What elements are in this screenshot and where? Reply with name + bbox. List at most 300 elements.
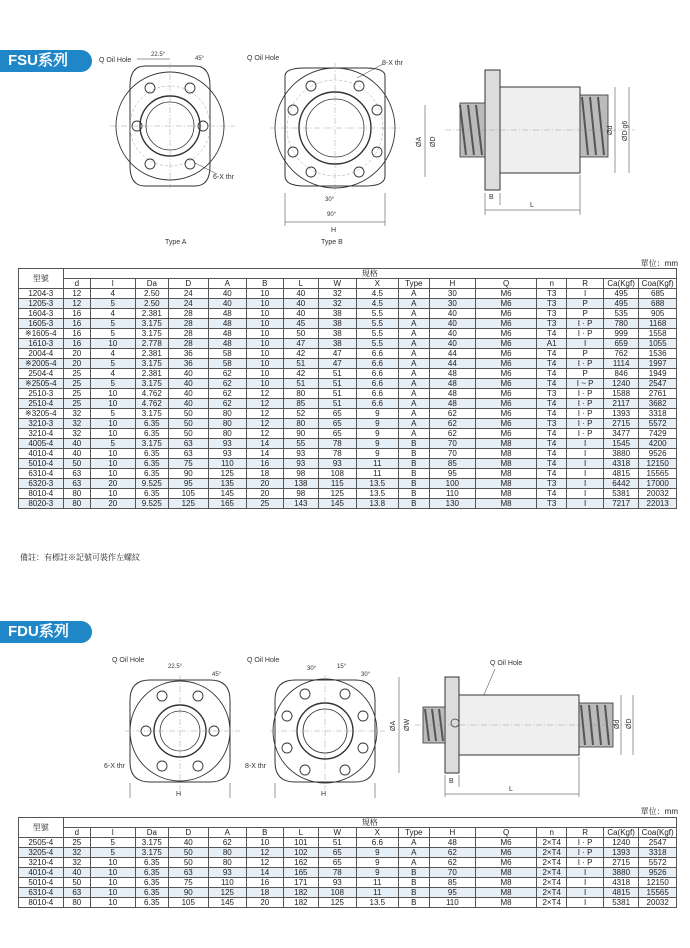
table-cell: 10: [247, 369, 283, 379]
table-cell: A: [399, 419, 429, 429]
column-header: D: [169, 828, 209, 838]
table-cell: 4.5: [356, 299, 399, 309]
table-cell: B: [399, 868, 429, 878]
table-cell: 10: [247, 319, 283, 329]
table-cell: T3: [536, 309, 566, 319]
model-cell: 3210-3: [19, 419, 64, 429]
table-cell: 62: [208, 389, 247, 399]
table-cell: 108: [319, 888, 357, 898]
table-cell: 48: [208, 309, 247, 319]
table-cell: 40: [63, 449, 90, 459]
table-cell: B: [399, 489, 429, 499]
model-cell: 2504-4: [19, 369, 64, 379]
table-cell: 70: [429, 449, 476, 459]
table-cell: 2.381: [135, 309, 168, 319]
table-cell: 9: [356, 439, 399, 449]
table-cell: 32: [63, 429, 90, 439]
table-cell: 1949: [639, 369, 677, 379]
column-header: Type: [399, 279, 429, 289]
table-cell: 40: [169, 389, 209, 399]
table-cell: 80: [63, 489, 90, 499]
table-cell: 3.175: [135, 439, 168, 449]
svg-text:8-X thr: 8-X thr: [245, 763, 267, 770]
table-row: [19, 369, 677, 379]
table-cell: 80: [208, 419, 247, 429]
table-cell: 2.381: [135, 369, 168, 379]
table-cell: 1168: [639, 319, 677, 329]
table-cell: 14: [247, 868, 283, 878]
fsu-model-header: 型號: [19, 269, 64, 289]
table-cell: 5381: [603, 489, 638, 499]
table-row: [19, 379, 677, 389]
table-cell: 138: [283, 479, 318, 489]
table-cell: 15565: [639, 888, 677, 898]
table-cell: 780: [603, 319, 638, 329]
table-cell: 14: [247, 449, 283, 459]
table-cell: 12: [247, 429, 283, 439]
table-cell: 165: [283, 868, 318, 878]
table-cell: A: [399, 399, 429, 409]
table-cell: 10: [247, 838, 283, 848]
table-cell: 6.6: [356, 359, 399, 369]
table-cell: 48: [429, 838, 476, 848]
model-cell: 2510-3: [19, 389, 64, 399]
table-row: [19, 429, 677, 439]
model-cell: ※2005-4: [19, 359, 64, 369]
table-cell: T4: [536, 379, 566, 389]
table-cell: 13.5: [356, 479, 399, 489]
table-cell: 16: [63, 339, 90, 349]
table-cell: I: [567, 289, 603, 299]
table-cell: 25: [63, 399, 90, 409]
table-cell: 75: [169, 878, 209, 888]
table-cell: 10: [247, 339, 283, 349]
table-cell: 10: [90, 878, 135, 888]
table-cell: 17000: [639, 479, 677, 489]
model-cell: 3205-4: [19, 848, 64, 858]
table-row: [19, 449, 677, 459]
svg-text:15°: 15°: [337, 664, 347, 670]
table-cell: 3.175: [135, 409, 168, 419]
table-cell: 18: [247, 469, 283, 479]
table-cell: 171: [283, 878, 318, 888]
table-cell: 51: [283, 379, 318, 389]
table-cell: 5: [90, 319, 135, 329]
table-cell: T4: [536, 329, 566, 339]
table-cell: 10: [90, 888, 135, 898]
table-cell: 1055: [639, 339, 677, 349]
table-row: [19, 489, 677, 499]
fsu-side-view-drawing: [415, 65, 675, 220]
table-cell: 10: [90, 898, 135, 908]
table-cell: 4.762: [135, 399, 168, 409]
table-cell: 50: [169, 419, 209, 429]
svg-text:Ød: Ød: [614, 719, 621, 729]
table-cell: 20: [63, 349, 90, 359]
table-cell: 13.5: [356, 898, 399, 908]
table-cell: 63: [169, 439, 209, 449]
model-cell: ※3205-4: [19, 409, 64, 419]
model-cell: 8010-4: [19, 489, 64, 499]
table-cell: 6.35: [135, 888, 168, 898]
table-cell: T3: [536, 289, 566, 299]
table-cell: 16: [63, 329, 90, 339]
table-cell: 65: [319, 848, 357, 858]
table-row: [19, 848, 677, 858]
table-cell: 16: [247, 878, 283, 888]
table-cell: 90: [169, 888, 209, 898]
table-cell: 2.381: [135, 349, 168, 359]
table-cell: 2.50: [135, 289, 168, 299]
table-cell: 63: [63, 479, 90, 489]
table-cell: 13.8: [356, 499, 399, 509]
table-cell: 5: [90, 379, 135, 389]
table-cell: 62: [429, 419, 476, 429]
table-cell: 28: [169, 319, 209, 329]
table-cell: A: [399, 289, 429, 299]
table-cell: 28: [169, 329, 209, 339]
svg-text:6-X thr: 6-X thr: [213, 174, 235, 181]
table-cell: 10: [90, 868, 135, 878]
table-cell: 10: [90, 429, 135, 439]
table-cell: P: [567, 349, 603, 359]
table-cell: 6.6: [356, 838, 399, 848]
table-cell: 2×T4: [536, 838, 566, 848]
table-row: [19, 858, 677, 868]
table-cell: 4: [90, 349, 135, 359]
table-cell: 38: [319, 309, 357, 319]
table-cell: 62: [429, 858, 476, 868]
table-cell: T4: [536, 439, 566, 449]
model-cell: 6320-3: [19, 479, 64, 489]
table-cell: M8: [476, 469, 537, 479]
table-cell: 85: [429, 459, 476, 469]
table-cell: 40: [429, 319, 476, 329]
svg-text:ØA: ØA: [416, 136, 423, 147]
model-cell: 4010-4: [19, 868, 64, 878]
table-cell: 182: [283, 888, 318, 898]
table-row: [19, 399, 677, 409]
table-cell: 4815: [603, 469, 638, 479]
table-cell: 62: [208, 838, 247, 848]
table-cell: M6: [476, 419, 537, 429]
table-cell: I · P: [567, 319, 603, 329]
svg-text:30°: 30°: [361, 672, 371, 678]
table-cell: 6.35: [135, 858, 168, 868]
table-row: [19, 319, 677, 329]
model-cell: 1205-3: [19, 299, 64, 309]
table-cell: 6.6: [356, 389, 399, 399]
table-cell: 6.35: [135, 489, 168, 499]
table-cell: 47: [319, 359, 357, 369]
table-row: [19, 419, 677, 429]
table-cell: 80: [283, 389, 318, 399]
table-cell: 10: [247, 329, 283, 339]
table-cell: 2.778: [135, 339, 168, 349]
fsu-oil-hole-label-b: Q Oil Hole: [247, 55, 280, 62]
table-cell: P: [567, 309, 603, 319]
table-cell: 13.5: [356, 489, 399, 499]
table-cell: 110: [208, 459, 247, 469]
table-cell: 25: [63, 379, 90, 389]
table-cell: 40: [429, 309, 476, 319]
table-cell: 145: [208, 489, 247, 499]
table-cell: 1558: [639, 329, 677, 339]
table-cell: T3: [536, 389, 566, 399]
table-cell: M6: [476, 289, 537, 299]
fsu-type-a-label: Type A: [165, 239, 187, 246]
model-cell: 5010-4: [19, 459, 64, 469]
table-cell: 125: [208, 469, 247, 479]
table-cell: 80: [208, 429, 247, 439]
table-cell: A: [399, 319, 429, 329]
table-cell: T4: [536, 429, 566, 439]
fsu-spec-header: 規格: [63, 269, 676, 279]
table-cell: 10: [247, 379, 283, 389]
table-cell: 93: [208, 449, 247, 459]
table-cell: 5: [90, 299, 135, 309]
table-cell: 3318: [639, 848, 677, 858]
table-cell: M8: [476, 479, 537, 489]
table-cell: 2×T4: [536, 848, 566, 858]
table-cell: M8: [476, 459, 537, 469]
table-cell: 93: [208, 439, 247, 449]
table-cell: 42: [283, 369, 318, 379]
table-cell: 36: [169, 349, 209, 359]
fdu-banner: FDU系列: [0, 621, 92, 643]
table-cell: T4: [536, 459, 566, 469]
table-cell: 95: [429, 469, 476, 479]
table-cell: M6: [476, 359, 537, 369]
table-cell: 4: [90, 309, 135, 319]
table-cell: 93: [283, 449, 318, 459]
table-cell: 22013: [639, 499, 677, 509]
table-cell: I · P: [567, 409, 603, 419]
table-cell: 7429: [639, 429, 677, 439]
table-cell: 50: [63, 878, 90, 888]
table-row: [19, 439, 677, 449]
table-cell: B: [399, 479, 429, 489]
table-cell: 40: [208, 299, 247, 309]
table-cell: 4815: [603, 888, 638, 898]
column-header: Coa(Kgf): [639, 828, 677, 838]
table-cell: 47: [283, 339, 318, 349]
table-cell: 51: [319, 399, 357, 409]
table-cell: 2117: [603, 399, 638, 409]
table-cell: 10: [247, 289, 283, 299]
svg-text:22.5°: 22.5°: [168, 664, 183, 670]
table-cell: A: [399, 858, 429, 868]
model-cell: 3210-4: [19, 858, 64, 868]
table-cell: 38: [319, 329, 357, 339]
column-header: L: [283, 828, 318, 838]
table-cell: 5.5: [356, 319, 399, 329]
table-cell: B: [399, 439, 429, 449]
column-header: Ca(Kgf): [603, 828, 638, 838]
table-cell: 20: [247, 898, 283, 908]
table-cell: 10: [247, 309, 283, 319]
table-cell: 3.175: [135, 329, 168, 339]
table-cell: 9.525: [135, 479, 168, 489]
table-cell: 24: [169, 299, 209, 309]
table-cell: 12: [247, 858, 283, 868]
fdu-model-header: 型號: [19, 818, 64, 838]
table-cell: I · P: [567, 838, 603, 848]
table-cell: 20: [247, 479, 283, 489]
table-cell: 65: [319, 419, 357, 429]
table-row: [19, 309, 677, 319]
table-cell: 10: [90, 489, 135, 499]
svg-text:H: H: [331, 227, 337, 234]
table-cell: M8: [476, 878, 537, 888]
table-cell: 45: [283, 319, 318, 329]
column-header: l: [90, 279, 135, 289]
table-cell: B: [399, 888, 429, 898]
table-cell: 100: [429, 479, 476, 489]
table-cell: M6: [476, 389, 537, 399]
table-cell: I: [567, 449, 603, 459]
svg-text:L: L: [509, 786, 513, 793]
table-cell: 2547: [639, 838, 677, 848]
table-cell: 905: [639, 309, 677, 319]
table-cell: 48: [208, 329, 247, 339]
table-cell: A: [399, 369, 429, 379]
table-cell: 18: [247, 888, 283, 898]
table-cell: 14: [247, 439, 283, 449]
table-cell: I: [567, 339, 603, 349]
table-cell: 50: [169, 858, 209, 868]
table-cell: 40: [169, 369, 209, 379]
table-cell: 63: [63, 469, 90, 479]
column-header: H: [429, 828, 476, 838]
table-cell: 48: [429, 379, 476, 389]
table-cell: 93: [283, 459, 318, 469]
table-cell: 7217: [603, 499, 638, 509]
svg-text:Ød: Ød: [607, 125, 614, 135]
column-header: W: [319, 828, 357, 838]
table-row: [19, 838, 677, 848]
table-cell: B: [399, 898, 429, 908]
table-cell: 40: [429, 329, 476, 339]
table-cell: 3318: [639, 409, 677, 419]
table-cell: I · P: [567, 429, 603, 439]
svg-text:45°: 45°: [212, 672, 222, 678]
table-cell: 125: [169, 499, 209, 509]
table-cell: A: [399, 309, 429, 319]
svg-text:30°: 30°: [325, 197, 335, 203]
table-cell: 50: [169, 409, 209, 419]
table-cell: 5: [90, 848, 135, 858]
column-header: Da: [135, 828, 168, 838]
table-cell: 2761: [639, 389, 677, 399]
table-cell: 115: [319, 479, 357, 489]
column-header: Q: [476, 828, 537, 838]
table-cell: 51: [319, 369, 357, 379]
table-cell: 20032: [639, 489, 677, 499]
model-cell: 5010-4: [19, 878, 64, 888]
table-cell: 32: [63, 848, 90, 858]
table-cell: I · P: [567, 329, 603, 339]
table-cell: A: [399, 339, 429, 349]
table-cell: 12150: [639, 459, 677, 469]
table-cell: 3880: [603, 449, 638, 459]
svg-text:22.5°: 22.5°: [151, 52, 166, 58]
model-cell: ※2505-4: [19, 379, 64, 389]
table-cell: 659: [603, 339, 638, 349]
table-cell: 95: [169, 479, 209, 489]
table-cell: 62: [429, 848, 476, 858]
table-cell: 40: [169, 379, 209, 389]
table-cell: 10: [90, 459, 135, 469]
table-cell: 24: [169, 289, 209, 299]
table-cell: A: [399, 838, 429, 848]
table-cell: I · P: [567, 399, 603, 409]
table-cell: 145: [208, 898, 247, 908]
svg-text:45°: 45°: [195, 56, 205, 62]
table-row: [19, 329, 677, 339]
table-cell: 999: [603, 329, 638, 339]
table-cell: 143: [283, 499, 318, 509]
table-cell: A1: [536, 339, 566, 349]
table-cell: 135: [208, 479, 247, 489]
table-cell: 36: [169, 359, 209, 369]
table-cell: I: [567, 898, 603, 908]
svg-text:ØW: ØW: [404, 718, 411, 731]
table-cell: 98: [283, 469, 318, 479]
column-header: Q: [476, 279, 537, 289]
table-cell: 6.35: [135, 419, 168, 429]
table-cell: 9: [356, 868, 399, 878]
fsu-oil-hole-label-a: Q Oil Hole: [99, 57, 132, 64]
table-cell: 20: [90, 499, 135, 509]
table-cell: 3.175: [135, 838, 168, 848]
model-cell: 2510-4: [19, 399, 64, 409]
table-cell: 11: [356, 469, 399, 479]
table-cell: 25: [247, 499, 283, 509]
table-cell: 65: [319, 429, 357, 439]
table-cell: 9: [356, 858, 399, 868]
table-cell: 2×T4: [536, 888, 566, 898]
table-cell: 40: [283, 309, 318, 319]
table-cell: 4: [90, 369, 135, 379]
svg-text:H: H: [321, 791, 327, 798]
table-cell: 6.6: [356, 349, 399, 359]
table-cell: 2×T4: [536, 878, 566, 888]
table-cell: 25: [63, 389, 90, 399]
table-cell: B: [399, 469, 429, 479]
table-cell: M6: [476, 409, 537, 419]
table-cell: 16: [63, 309, 90, 319]
table-cell: 80: [63, 499, 90, 509]
svg-text:8-X thr: 8-X thr: [382, 60, 404, 67]
column-header: n: [536, 279, 566, 289]
table-cell: 4318: [603, 459, 638, 469]
table-cell: 6.35: [135, 878, 168, 888]
table-cell: B: [399, 449, 429, 459]
table-cell: 130: [429, 499, 476, 509]
table-cell: T3: [536, 319, 566, 329]
table-cell: 40: [283, 289, 318, 299]
table-cell: T3: [536, 419, 566, 429]
table-cell: A: [399, 409, 429, 419]
table-cell: 40: [208, 289, 247, 299]
table-cell: 40: [63, 439, 90, 449]
table-cell: T4: [536, 449, 566, 459]
table-cell: 1114: [603, 359, 638, 369]
table-cell: 2×T4: [536, 858, 566, 868]
table-cell: 3.175: [135, 359, 168, 369]
fsu-type-b-label: Type B: [321, 239, 343, 246]
